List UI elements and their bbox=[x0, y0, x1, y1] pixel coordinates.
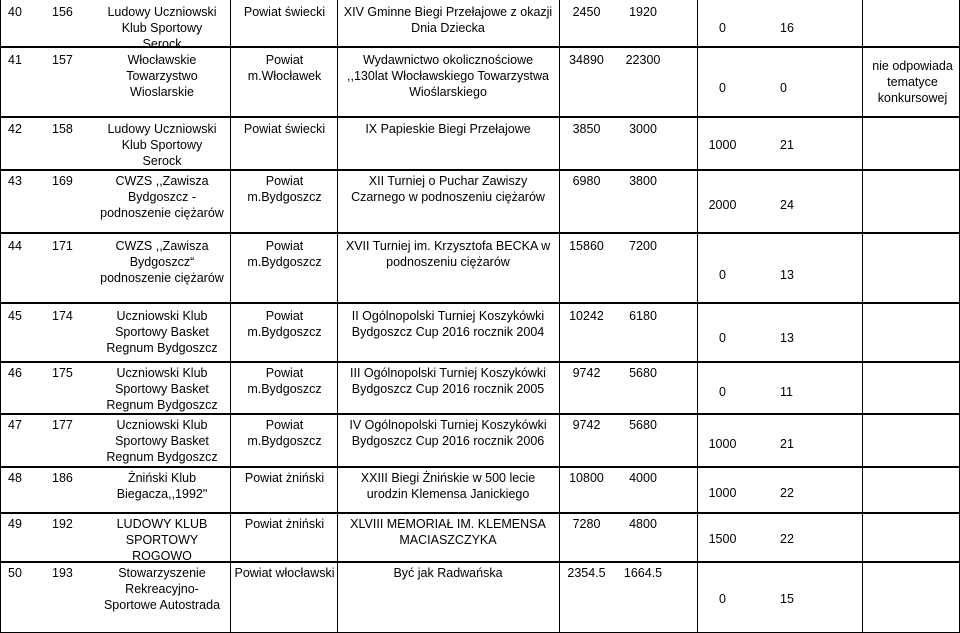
cell-lp: 45 bbox=[8, 309, 22, 323]
cell-org: Uczniowski Klub Sportowy Basket Regnum Bydgoszcz bbox=[106, 309, 218, 355]
cell-org: CWZS ,,Zawisza Bydgoszcz“ podnoszenie ciężarów bbox=[100, 239, 224, 285]
cell-task: III Ogólnopolski Turniej Koszykówki Bydgoszcz Cup 2016 rocznik 2005 bbox=[350, 366, 546, 396]
row-divider bbox=[0, 513, 960, 514]
cell-request: 3800 bbox=[629, 174, 657, 188]
cell-grant: 0 bbox=[719, 592, 726, 606]
cell-nr: 177 bbox=[52, 418, 73, 432]
cell-nr: 169 bbox=[52, 174, 73, 188]
row-divider bbox=[0, 117, 960, 118]
column-divider bbox=[862, 0, 863, 633]
cell-cost: 2354.5 bbox=[567, 566, 606, 580]
cell-region: Powiat m.Bydgoszcz bbox=[247, 239, 322, 269]
cell-org: LUDOWY KLUB SPORTOWY ROGOWO bbox=[116, 517, 208, 563]
cell-task: IV Ogólnopolski Turniej Koszykówki Bydgoszcz Cup 2016 rocznik 2006 bbox=[349, 418, 547, 448]
cell-points: 21 bbox=[780, 138, 794, 152]
cell-lp: 41 bbox=[8, 53, 22, 67]
cell-nr: 186 bbox=[52, 471, 73, 485]
cell-lp: 49 bbox=[8, 517, 22, 531]
cell-task: Wydawnictwo okolicznościowe ,,130lat Włocławskiego Towarzystwa Wioślarskiego bbox=[347, 53, 549, 99]
cell-request: 1920 bbox=[629, 5, 657, 19]
cell-region: Powiat żniński bbox=[244, 471, 325, 485]
cell-request: 6180 bbox=[629, 309, 657, 323]
cell-grant: 0 bbox=[719, 331, 726, 345]
cell-request: 22300 bbox=[625, 53, 661, 67]
cell-org: CWZS ,,Zawisza Bydgoszcz - podnoszenie ciężarów bbox=[100, 174, 224, 220]
cell-region: Powiat świecki bbox=[243, 122, 326, 136]
cell-note: nie odpowiada tematyce konkursowej bbox=[872, 59, 953, 105]
cell-cost: 9742 bbox=[572, 418, 601, 432]
cell-region: Powiat świecki bbox=[243, 5, 326, 19]
cell-request: 5680 bbox=[629, 366, 657, 380]
cell-task: XXIII Biegi Żnińskie w 500 lecie urodzin Klemensa Janickiego bbox=[360, 471, 536, 501]
cell-region: Powiat m.Bydgoszcz bbox=[247, 309, 322, 339]
cell-lp: 47 bbox=[8, 418, 22, 432]
cell-nr: 171 bbox=[52, 239, 73, 253]
cell-request: 4800 bbox=[629, 517, 657, 531]
cell-grant: 2000 bbox=[708, 198, 737, 212]
cell-lp: 42 bbox=[8, 122, 22, 136]
row-divider bbox=[0, 414, 960, 415]
cell-task: Być jak Radwańska bbox=[393, 566, 503, 580]
row-divider bbox=[0, 467, 960, 468]
cell-nr: 157 bbox=[52, 53, 73, 67]
cell-grant: 0 bbox=[719, 21, 726, 35]
cell-points: 13 bbox=[780, 268, 794, 282]
cell-request: 7200 bbox=[629, 239, 657, 253]
cell-lp: 50 bbox=[8, 566, 22, 580]
cell-cost: 15860 bbox=[569, 239, 604, 253]
cell-grant: 1000 bbox=[708, 486, 737, 500]
cell-org: Żniński Klub Biegacza,,1992" bbox=[116, 471, 208, 501]
cell-grant: 1000 bbox=[708, 138, 737, 152]
cell-cost: 10800 bbox=[569, 471, 604, 485]
cell-request: 4000 bbox=[629, 471, 657, 485]
cell-grant: 0 bbox=[719, 385, 726, 399]
cell-org: Włocławskie Towarzystwo Wioslarskie bbox=[126, 53, 198, 99]
cell-points: 22 bbox=[780, 486, 794, 500]
cell-region: Powiat m.Bydgoszcz bbox=[247, 366, 322, 396]
cell-nr: 192 bbox=[52, 517, 73, 531]
cell-points: 22 bbox=[780, 532, 794, 546]
cell-nr: 158 bbox=[52, 122, 73, 136]
cell-lp: 40 bbox=[8, 5, 22, 19]
cell-request: 5680 bbox=[629, 418, 657, 432]
cell-grant: 0 bbox=[719, 81, 726, 95]
cell-nr: 193 bbox=[52, 566, 73, 580]
cell-points: 13 bbox=[780, 331, 794, 345]
cell-nr: 174 bbox=[52, 309, 73, 323]
cell-cost: 34890 bbox=[569, 53, 604, 67]
cell-org: Ludowy Uczniowski Klub Sportowy Serock bbox=[107, 122, 217, 168]
cell-nr: 156 bbox=[52, 5, 73, 19]
cell-nr: 175 bbox=[52, 366, 73, 380]
cell-grant: 1000 bbox=[708, 437, 737, 451]
cell-cost: 3850 bbox=[572, 122, 601, 136]
cell-lp: 43 bbox=[8, 174, 22, 188]
cell-cost: 9742 bbox=[572, 366, 601, 380]
cell-points: 21 bbox=[780, 437, 794, 451]
cell-lp: 46 bbox=[8, 366, 22, 380]
cell-grant: 1500 bbox=[708, 532, 737, 546]
cell-cost: 2450 bbox=[572, 5, 601, 19]
row-divider bbox=[0, 233, 960, 234]
cell-task: II Ogólnopolski Turniej Koszykówki Bydgoszcz Cup 2016 rocznik 2004 bbox=[351, 309, 545, 339]
cell-lp: 48 bbox=[8, 471, 22, 485]
cell-task: XIV Gminne Biegi Przełajowe z okazji Dnia Dziecka bbox=[343, 5, 553, 35]
cell-org: Uczniowski Klub Sportowy Basket Regnum Bydgoszcz bbox=[106, 366, 218, 412]
cell-region: Powiat żniński bbox=[244, 517, 325, 531]
cell-cost: 6980 bbox=[572, 174, 601, 188]
cell-points: 11 bbox=[780, 385, 793, 399]
cell-task: XVII Turniej im. Krzysztofa BECKA w podnoszeniu ciężarów bbox=[345, 239, 551, 269]
cell-cost: 7280 bbox=[572, 517, 601, 531]
row-divider bbox=[0, 170, 960, 171]
cell-region: Powiat włocławski bbox=[234, 566, 335, 580]
cell-grant: 0 bbox=[719, 268, 726, 282]
cell-request: 1664.5 bbox=[623, 566, 663, 580]
cell-region: Powiat m.Bydgoszcz bbox=[247, 418, 322, 448]
cell-org: Ludowy Uczniowski Klub Sportowy Serock bbox=[107, 5, 217, 51]
cell-region: Powiat m.Włocławek bbox=[247, 53, 322, 83]
row-divider bbox=[0, 303, 960, 304]
cell-region: Powiat m.Bydgoszcz bbox=[247, 174, 322, 204]
column-divider bbox=[0, 0, 1, 633]
cell-points: 0 bbox=[780, 81, 787, 95]
cell-lp: 44 bbox=[8, 239, 22, 253]
cell-points: 16 bbox=[780, 21, 794, 35]
cell-org: Stowarzyszenie Rekreacyjno- Sportowe Autostrada bbox=[103, 566, 221, 612]
cell-points: 24 bbox=[780, 198, 794, 212]
cell-request: 3000 bbox=[629, 122, 657, 136]
cell-task: IX Papieskie Biegi Przełajowe bbox=[365, 122, 531, 136]
row-divider bbox=[0, 362, 960, 363]
cell-task: XII Turniej o Puchar Zawiszy Czarnego w podnoszeniu ciężarów bbox=[351, 174, 545, 204]
cell-org: Uczniowski Klub Sportowy Basket Regnum Bydgoszcz bbox=[106, 418, 218, 464]
cell-cost: 10242 bbox=[569, 309, 604, 323]
cell-points: 15 bbox=[780, 592, 794, 606]
cell-task: XLVIII MEMORIAŁ IM. KLEMENSA MACIASZCZYKA bbox=[350, 517, 546, 547]
